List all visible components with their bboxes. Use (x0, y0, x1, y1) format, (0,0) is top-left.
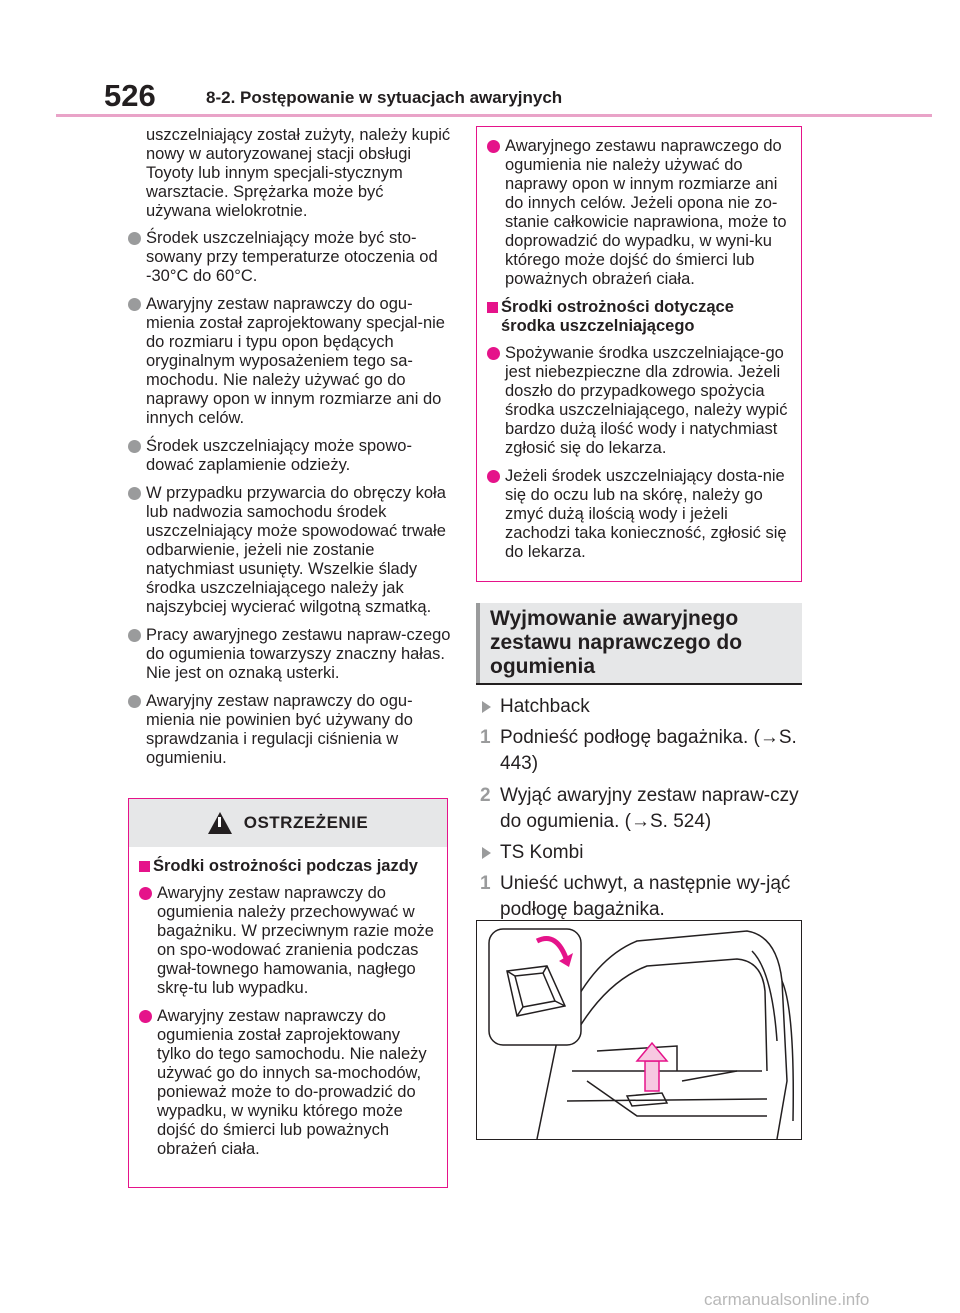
list-item: Awaryjny zestaw naprawczy do ogu-mienia nie powinien być używany do sprawdzania i regulacji ciśnienia w ogumieniu. (128, 692, 452, 768)
header-rule (56, 114, 932, 117)
list-item: Awaryjny zestaw naprawczy do ogumienia został zaprojektowany tylko do tego samochodu. Nie należy używać go do innych sa-mochodów, ponieważ może to do-prowadzić do wypadku, w wyniku którego może dojść do śmierci lub poważnych obrażeń ciała. (139, 1007, 437, 1159)
list-item: Awaryjnego zestawu naprawczego do ogumienia nie należy używać do naprawy opon w innym rozmiarze ani do innych celów. Jeżeli opona nie zo-stanie całkowicie naprawiona, może to doprowadzić do wypadku, w wyni-ku którego może dojść do śmierci lub poważnych obrażeń ciała. (487, 137, 791, 289)
list-item: Awaryjny zestaw naprawczy do ogu-mienia został zaprojektowany specjal-nie do rozmiaru i typu opon będących oryginalnym wyposażeniem tego sa-mochodu. Nie należy używać go do naprawy opon w innym rozmiarze ani do innych celów. (128, 295, 452, 428)
triangle-right-icon (482, 847, 491, 859)
caution-box (476, 126, 802, 582)
warning-title: OSTRZEŻENIE (243, 813, 369, 832)
bullet-dot-icon (487, 347, 500, 360)
section-title: 8-2. Postępowanie w sytuacjach awaryjnych (206, 88, 563, 107)
triangle-right-icon (482, 701, 491, 713)
bullet-dot-icon (139, 887, 152, 900)
warning-subheading: Środki ostrożności podczas jazdy (139, 857, 437, 876)
bullet-dot-icon (139, 1010, 152, 1023)
bullet-dot-icon (128, 232, 141, 245)
trunk-illustration (476, 920, 802, 1140)
watermark: carmanualsonline.info (704, 1290, 870, 1309)
list-item: Środek uszczelniający może być sto-sowany przy temperaturze otoczenia od -30°C do 60°C. (128, 229, 452, 286)
warning-body (129, 847, 447, 1159)
variant-hatchback: Hatchback (480, 695, 810, 719)
list-item: Awaryjny zestaw naprawczy do ogumienia należy przechowywać w bagażniku. W przeciwnym razie może on spo-wodować zranienia podczas gwał-townego hamowania, nagłego skrę-tu lub wypadku. (139, 884, 437, 998)
step-number: 1 (480, 873, 491, 894)
list-item: Pracy awaryjnego zestawu napraw-czego do ogumienia towarzyszy znaczny hałas. Nie jest on oznaką usterki. (128, 626, 452, 683)
step-item: 1 Podnieść podłogę bagażnika. (→S. 443) (480, 727, 797, 774)
bullet-dot-icon (128, 629, 141, 642)
square-bullet-icon (139, 861, 150, 872)
step-number: 2 (480, 785, 491, 806)
square-bullet-icon (487, 302, 498, 313)
bullet-dot-icon (487, 470, 500, 483)
step-item: 2 Wyjąć awaryjny zestaw napraw-czy do ogumienia. (→S. 524) (480, 785, 799, 832)
page-number: 526 (104, 78, 156, 113)
step-item: 1 Unieść uchwyt, a następnie wy-jąć podłogę bagażnika. (480, 873, 791, 920)
list-item: W przypadku przywarcia do obręczy koła lub nadwozia samochodu środek uszczelniający może spowodować trwałe odbarwienie, jeżeli nie zostanie natychmiast usunięty. Wszelkie ślady środka uszczelniającego należy jak najszybciej wycierać wilgotną szmatką. (128, 484, 452, 617)
bullet-dot-icon (487, 140, 500, 153)
bullet-dot-icon (128, 440, 141, 453)
list-item: Jeżeli środek uszczelniający dosta-nie się do oczu lub na skórę, należy go zmyć dużą ilością wody i jeżeli zachodzi taka konieczność, zgłosić się do lekarza. (487, 467, 791, 562)
list-item: Środek uszczelniający może spowo-dować zaplamienie odzieży. (128, 437, 452, 475)
variant-ts-kombi: TS Kombi (480, 841, 810, 865)
warning-triangle-icon (208, 812, 232, 834)
trunk-floor-drawing (477, 921, 801, 1139)
bullet-dot-icon (128, 695, 141, 708)
list-item: Spożywanie środka uszczelniające-go jest niebezpieczne dla zdrowia. Jeżeli doszło do przypadkowego spożycia środka uszczelniającego, należy wypić bardzo dużą ilość wody i natychmiast zgłosić się do lekarza. (487, 344, 791, 458)
bullet-dot-icon (128, 298, 141, 311)
procedure-steps (480, 695, 810, 929)
section-heading (476, 603, 802, 685)
continuation-text: uszczelniający został zużyty, należy kupić nowy w autoryzowanej stacji obsługi Toyoty lub innym specjali-stycznym warsztacie. Sprężarka może być używana wielokrotnie. (146, 126, 451, 220)
warning-header (129, 799, 447, 847)
bullet-dot-icon (128, 487, 141, 500)
heading-accent-bar (476, 603, 480, 683)
step-number: 1 (480, 727, 491, 748)
left-column (128, 126, 452, 777)
caution-subheading: Środki ostrożności dotyczące środka uszczelniającego (487, 298, 791, 336)
section-heading-text: Wyjmowanie awaryjnego zestawu naprawczego do ogumienia (490, 607, 743, 678)
warning-box (128, 798, 448, 1188)
